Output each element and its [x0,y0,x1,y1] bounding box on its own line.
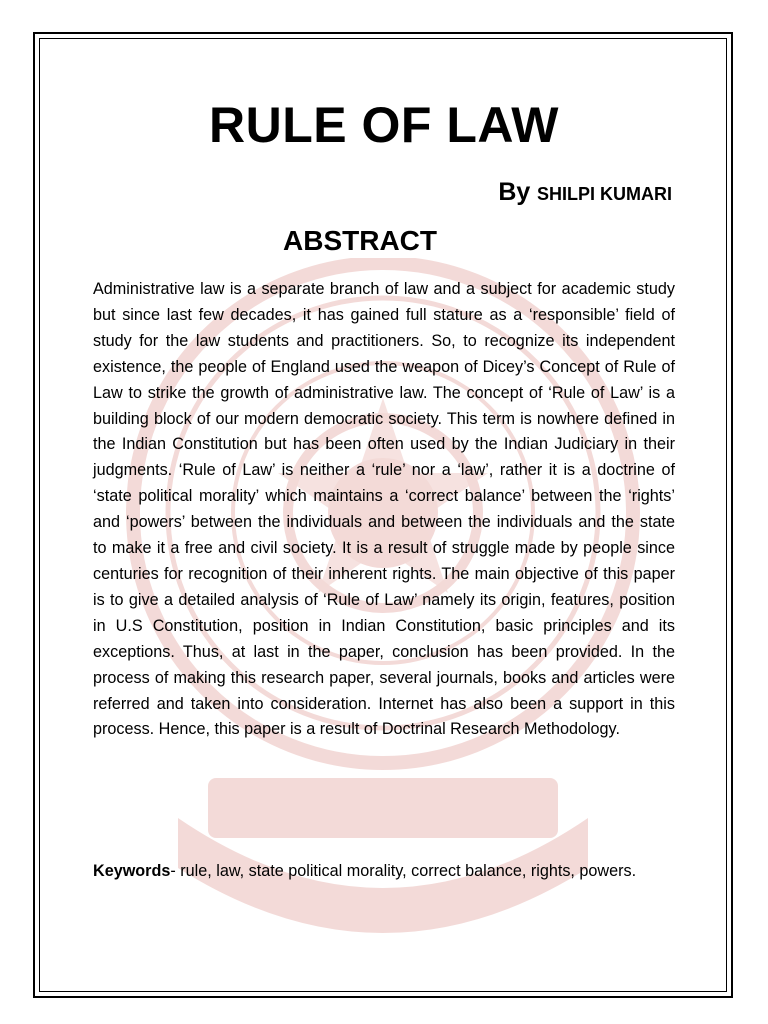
author-name: SHILPI KUMARI [537,184,672,204]
author-byline [498,178,672,207]
keywords-label: Keywords [93,862,171,880]
abstract-paragraph: Administrative law is a separate branch of law and a subject for academic study but since last few decades, it has gained full stature as a ‘responsible’ field of study for the law students and practitioners. So, to recognize its independent existence, the people of England used the weapon of Dicey’s Concept of Rule of Law to strike the growth of administrative law. The concept of ‘Rule of Law’ is a building block of our modern democratic society. This term is nowhere defined in the Indian Constitution but has been often used by the Indian Judiciary in their judgments. ‘Rule of Law’ is neither a ‘rule’ nor a ‘law’, rather it is a doctrine of ‘state political morality’ which maintains a ‘correct balance’ between the ‘rights’ and ‘powers’ between the individuals and between the individuals and the state to make it a free and civil society. It is a result of struggle made by people since centuries for recognition of their inherent rights. The main objective of this paper is to give a detailed analysis of ‘Rule of Law’ namely its origin, features, position in U.S Constitution, position in Indian Constitution, basic principles and its exceptions. Thus, at last in the paper, conclusion has been provided. In the process of making this research paper, several journals, books and articles were referred and taken into consideration. Internet has also been a support in this process. Hence, this paper is a result of Doctrinal Research Methodology. [93,280,675,739]
keywords-paragraph [93,859,675,885]
document-title: RULE OF LAW [209,97,559,153]
byline-prefix: By [498,178,531,206]
abstract-heading: ABSTRACT [283,225,437,256]
keywords-list: - rule, law, state political morality, correct balance, rights, powers. [170,862,637,880]
